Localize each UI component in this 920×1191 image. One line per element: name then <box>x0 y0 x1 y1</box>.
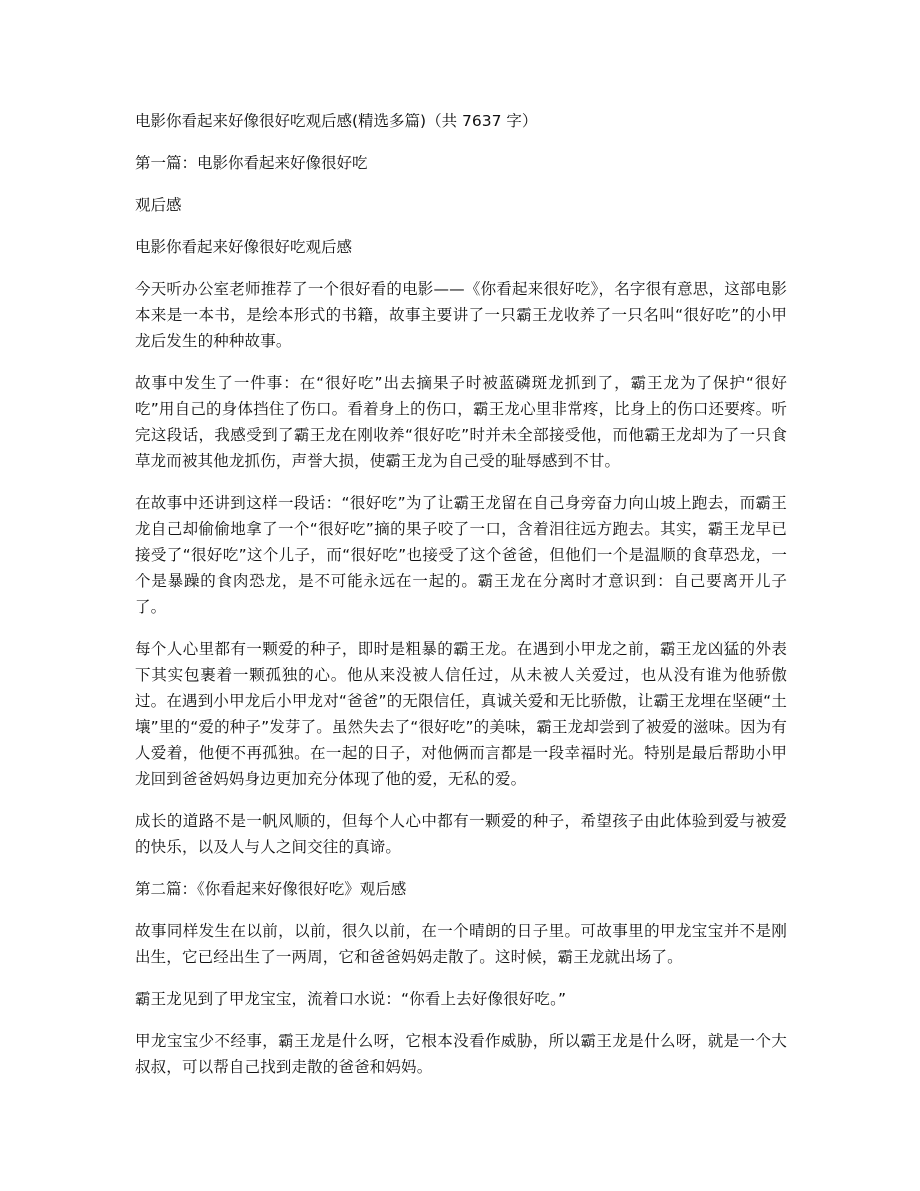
document-body <box>135 108 787 1096</box>
chapter-1-subheading: 电影你看起来好像很好吃观后感 <box>135 238 353 256</box>
chapter-1-heading: 第一篇：电影你看起来好像很好吃 <box>135 154 368 172</box>
chapter-1-heading-continued: 观后感 <box>135 196 182 214</box>
chapter-1-paragraph: 故事中发生了一件事：在“很好吃”出去摘果子时被蓝磷斑龙抓到了，霸王龙为了保护“很好吃”用自己的身体挡住了伤口。看着身上的伤口，霸王龙心里非常疼，比身上的伤口还要疼。听完这段话，我感受到了霸王龙在刚收养“很好吃”时并未全部接受他，而他霸王龙却为了一只食草龙而被其他龙抓伤，声誉大损，使霸王龙为自己受的耻辱感到不甘。 <box>135 374 787 470</box>
chapter-1-paragraph: 在故事中还讲到这样一段话：“很好吃”为了让霸王龙留在自己身旁奋力向山坡上跑去，而霸王龙自己却偷偷地拿了一个“很好吃”摘的果子咬了一口，含着泪往远方跑去。其实，霸王龙早已接受了“很好吃”这个儿子，而“很好吃”也接受了这个爸爸，但他们一个是温顺的食草恐龙，一个是暴躁的食肉恐龙，是不可能永远在一起的。霸王龙在分离时才意识到：自己要离开儿子了。 <box>135 494 787 616</box>
chapter-2-paragraph: 甲龙宝宝少不经事，霸王龙是什么呀，它根本没看作威胁，所以霸王龙是什么呀，就是一个大叔叔，可以帮自己找到走散的爸爸和妈妈。 <box>135 1032 787 1076</box>
chapter-2-paragraph: 霸王龙见到了甲龙宝宝，流着口水说：“你看上去好像很好吃。” <box>135 990 567 1008</box>
chapter-2-heading: 第二篇：《你看起来好像很好吃》观后感 <box>135 880 407 898</box>
chapter-1-paragraph: 成长的道路不是一帆风顺的，但每个人心中都有一颗爱的种子，希望孩子由此体验到爱与被爱的快乐，以及人与人之间交往的真谛。 <box>135 812 787 856</box>
chapter-1-paragraph: 每个人心里都有一颗爱的种子，即时是粗暴的霸王龙。在遇到小甲龙之前，霸王龙凶猛的外表下其实包裹着一颗孤独的心。他从来没被人信任过，从未被人关爱过，也从没有谁为他骄傲过。在遇到小甲龙后小甲龙对“爸爸”的无限信任，真诚关爱和无比骄傲，让霸王龙埋在坚硬“土壤”里的“爱的种子”发芽了。虽然失去了“很好吃”的美味，霸王龙却尝到了被爱的滋味。因为有人爱着，他便不再孤独。在一起的日子，对他俩而言都是一段幸福时光。特别是最后帮助小甲龙回到爸爸妈妈身边更加充分体现了他的爱，无私的爱。 <box>135 640 787 788</box>
chapter-2-paragraph: 故事同样发生在以前，以前，很久以前，在一个晴朗的日子里。可故事里的甲龙宝宝并不是刚出生，它已经出生了一两周，它和爸爸妈妈走散了。这时候，霸王龙就出场了。 <box>135 922 787 966</box>
document-title: 电影你看起来好像很好吃观后感(精选多篇)（共 7637 字） <box>135 112 538 130</box>
chapter-1-paragraph: 今天听办公室老师推荐了一个很好看的电影——《你看起来很好吃》，名字很有意思，这部电影本来是一本书，是绘本形式的书籍，故事主要讲了一只霸王龙收养了一只名叫“很好吃”的小甲龙后发生的种种故事。 <box>135 280 787 350</box>
